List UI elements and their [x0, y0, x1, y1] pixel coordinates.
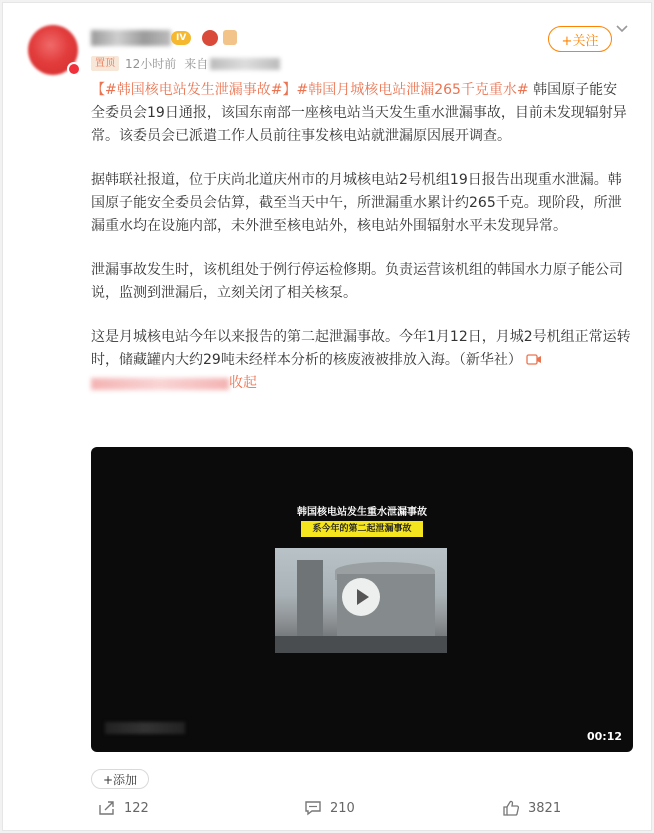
thumbs-up-icon	[502, 800, 520, 816]
comment-count: 210	[330, 800, 355, 816]
link-blurred[interactable]	[91, 378, 229, 390]
post-meta	[91, 55, 280, 72]
hashtag-nuclear-leak[interactable]: 【#韩国核电站发生泄漏事故#】	[91, 82, 297, 98]
video-thumbnail[interactable]	[275, 548, 447, 653]
follow-button[interactable]: +关注	[548, 26, 612, 52]
video-player[interactable]	[91, 447, 633, 752]
post-source-prefix: 来自	[184, 57, 209, 71]
like-button[interactable]	[502, 800, 561, 816]
verified-badge-icon	[67, 62, 81, 76]
post-time[interactable]: 12小时前	[125, 57, 177, 71]
paragraph-2: 据韩联社报道，位于庆尚北道庆州市的月城核电站2号机组19日报告出现重水泄漏。韩国原子能安全委员会估算，截至当天中午，所泄漏重水累计约265千克。现阶段，所泄漏重水均在设施内部，未外泄至核电站外，核电站外围辐射水平未发现异常。	[91, 172, 622, 234]
paragraph-1-text: 韩国原子能安全委员会19日通报，该国东南部一座核电站当天发生重水泄漏事故，目前未发现辐射异常。该委员会已派遣工作人员前往事发核电站就泄漏原因展开调查。	[91, 82, 627, 144]
like-count: 3821	[528, 800, 562, 816]
badge-icon[interactable]	[223, 30, 237, 45]
post-content	[91, 79, 631, 395]
play-icon[interactable]	[342, 578, 380, 616]
collapse-row	[91, 372, 631, 395]
paragraph-3: 泄漏事故发生时，该机组处于例行停运检修期。负责运营该机组的韩国水力原子能公司说，监测到泄漏后，立刻关闭了相关核泵。	[91, 262, 623, 301]
repost-icon	[98, 800, 116, 816]
video-link-icon[interactable]	[526, 354, 542, 366]
repost-button[interactable]	[98, 800, 149, 816]
paragraph-4-text: 这是月城核电站今年以来报告的第二起泄漏事故。今年1月12日，月城2号机组正常运转时，储藏罐内大约29吨未经样本分析的核废液被排放入海。（新华社）	[91, 329, 631, 368]
video-overlay-title: 韩国核电站发生重水泄漏事故	[297, 507, 427, 518]
video-duration: 00:12	[586, 730, 622, 743]
username-blurred[interactable]	[91, 30, 171, 46]
comment-button[interactable]	[304, 800, 355, 816]
weibo-post-card	[2, 2, 652, 831]
hashtag-wolsong-heavy-water[interactable]: #韩国月城核电站泄漏265千克重水#	[296, 82, 529, 98]
paragraph-1	[91, 79, 631, 148]
post-source-blurred	[210, 58, 280, 70]
pinned-tag: 置顶	[91, 56, 119, 71]
chevron-down-icon[interactable]	[614, 21, 630, 37]
add-tag-button[interactable]: +添加	[91, 769, 149, 789]
video-overlay-subtitle: 系今年的第二起泄漏事故	[301, 521, 423, 537]
repost-count: 122	[124, 800, 149, 816]
collapse-link[interactable]: 收起	[229, 375, 257, 391]
action-bar	[3, 800, 653, 820]
paragraph-4	[91, 326, 631, 372]
medal-icon[interactable]	[202, 30, 218, 46]
vip-level-badge[interactable]: IV	[171, 31, 191, 45]
comment-icon	[304, 800, 322, 816]
video-watermark	[105, 722, 185, 734]
